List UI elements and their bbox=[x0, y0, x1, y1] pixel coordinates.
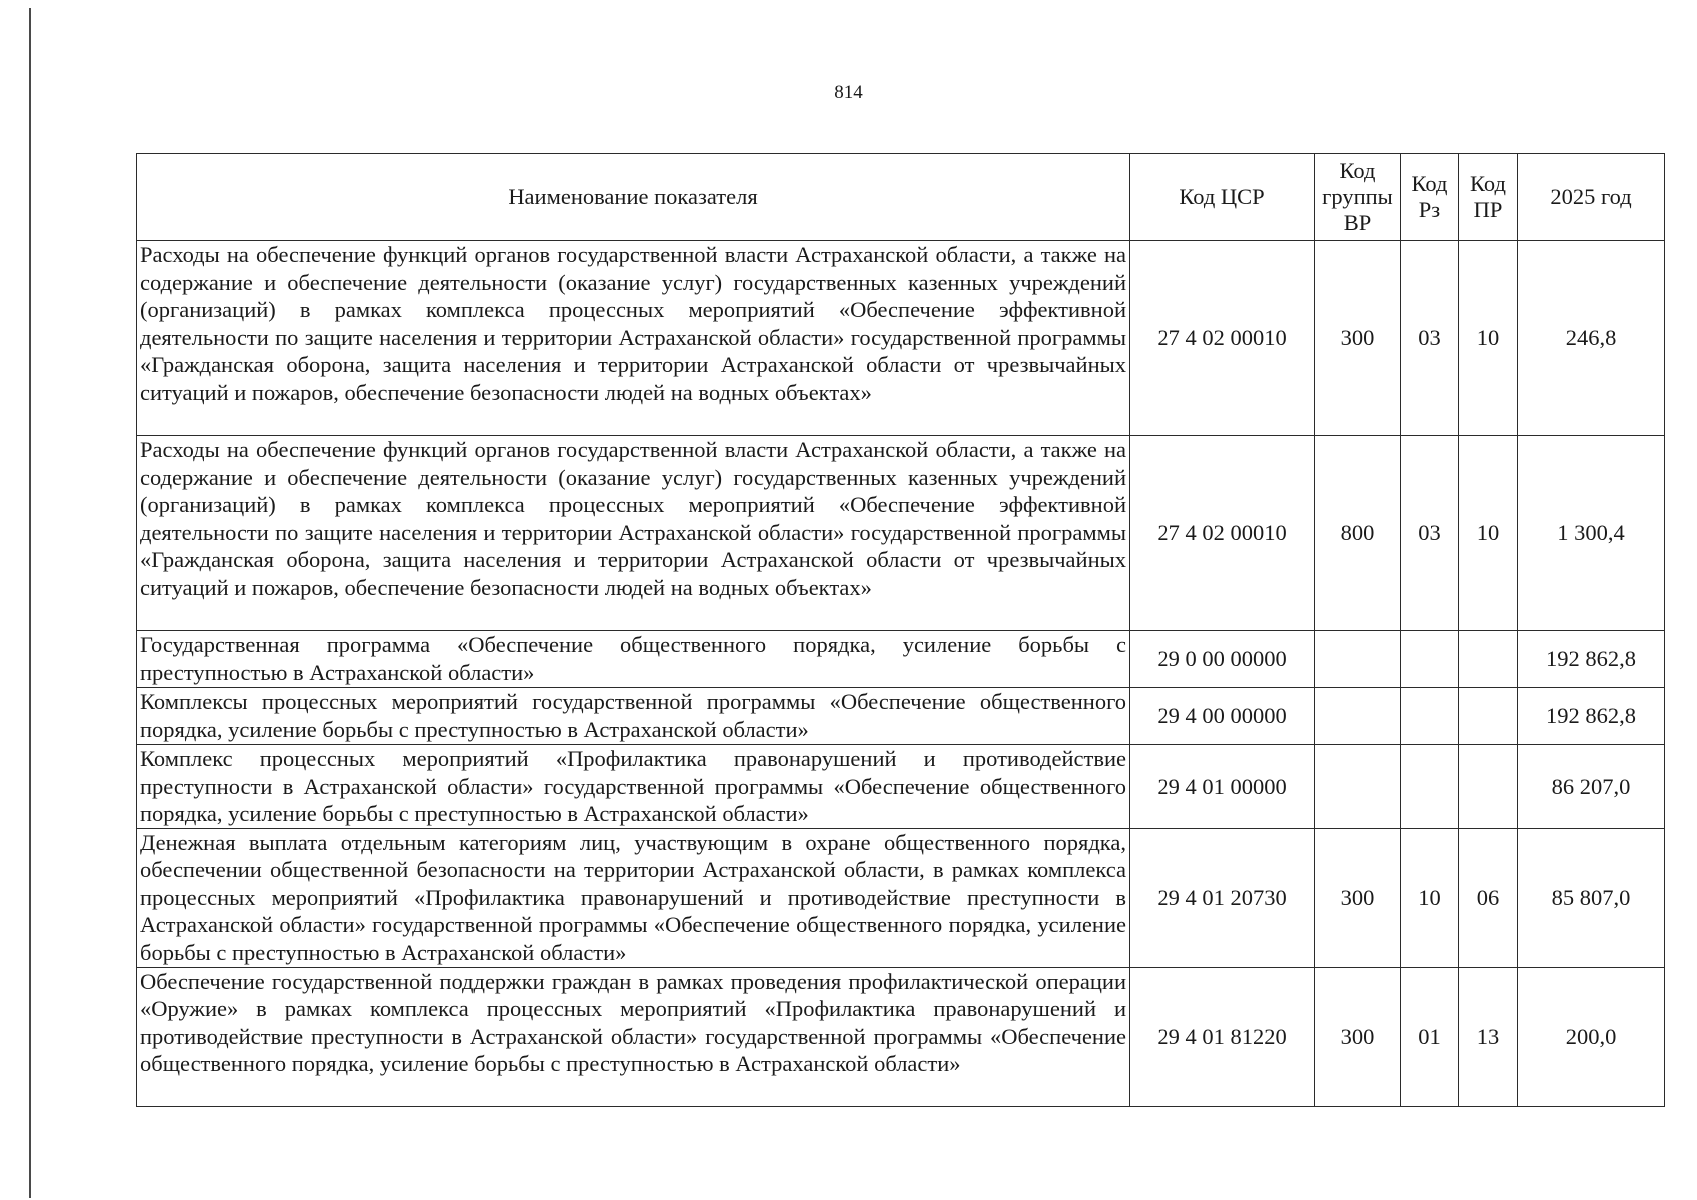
row-rz bbox=[1401, 688, 1459, 745]
row-csr: 29 4 01 20730 bbox=[1130, 828, 1315, 967]
table-row bbox=[137, 436, 1665, 631]
header-name: Наименование показателя bbox=[137, 154, 1130, 241]
row-rz bbox=[1401, 631, 1459, 688]
table-row bbox=[137, 688, 1665, 745]
row-rz: 10 bbox=[1401, 828, 1459, 967]
table-row bbox=[137, 967, 1665, 1106]
header-rz: Код Рз bbox=[1401, 154, 1459, 241]
row-vr: 300 bbox=[1315, 241, 1401, 436]
row-pr: 10 bbox=[1459, 436, 1518, 631]
row-vr bbox=[1315, 745, 1401, 829]
row-name: Расходы на обеспечение функций органов государственной власти Астраханской области, а также на содержание и обеспечение деятельности (оказание услуг) государственных казенных учреждений (организаций) в рамках комплекса процессных мероприятий «Обеспечение эффективной деятельности по защите населения и территории Астраханской области» государственной программы «Гражданская оборона, защита населения и территории Астраханской области от чрезвычайных ситуаций и пожаров, обеспечение безопасности людей на водных объектах» bbox=[137, 436, 1130, 631]
row-name: Комплексы процессных мероприятий государственной программы «Обеспечение общественного порядка, усиление борьбы с преступностью в Астраханской области» bbox=[137, 688, 1130, 745]
row-csr: 29 4 01 81220 bbox=[1130, 967, 1315, 1106]
binding-margin-line bbox=[29, 8, 31, 1198]
row-csr: 29 0 00 00000 bbox=[1130, 631, 1315, 688]
table-header-row bbox=[137, 154, 1665, 241]
row-pr: 13 bbox=[1459, 967, 1518, 1106]
table-row bbox=[137, 631, 1665, 688]
header-pr: Код ПР bbox=[1459, 154, 1518, 241]
header-csr: Код ЦСР bbox=[1130, 154, 1315, 241]
row-pr: 10 bbox=[1459, 241, 1518, 436]
row-name: Государственная программа «Обеспечение общественного порядка, усиление борьбы с преступностью в Астраханской области» bbox=[137, 631, 1130, 688]
row-rz: 03 bbox=[1401, 241, 1459, 436]
row-pr bbox=[1459, 631, 1518, 688]
row-vr bbox=[1315, 688, 1401, 745]
row-csr: 29 4 01 00000 bbox=[1130, 745, 1315, 829]
row-pr: 06 bbox=[1459, 828, 1518, 967]
row-rz: 03 bbox=[1401, 436, 1459, 631]
row-amount: 192 862,8 bbox=[1518, 688, 1665, 745]
row-name: Комплекс процессных мероприятий «Профилактика правонарушений и противодействие преступности в Астраханской области» государственной программы «Обеспечение общественного порядка, усиление борьбы с преступностью в Астраханской области» bbox=[137, 745, 1130, 829]
row-vr: 300 bbox=[1315, 828, 1401, 967]
row-amount: 200,0 bbox=[1518, 967, 1665, 1106]
row-amount: 246,8 bbox=[1518, 241, 1665, 436]
page-number: 814 bbox=[834, 82, 863, 103]
row-pr bbox=[1459, 745, 1518, 829]
table-row bbox=[137, 241, 1665, 436]
row-name: Расходы на обеспечение функций органов государственной власти Астраханской области, а также на содержание и обеспечение деятельности (оказание услуг) государственных казенных учреждений (организаций) в рамках комплекса процессных мероприятий «Обеспечение эффективной деятельности по защите населения и территории Астраханской области» государственной программы «Гражданская оборона, защита населения и территории Астраханской области от чрезвычайных ситуаций и пожаров, обеспечение безопасности людей на водных объектах» bbox=[137, 241, 1130, 436]
row-vr: 300 bbox=[1315, 967, 1401, 1106]
row-rz: 01 bbox=[1401, 967, 1459, 1106]
row-rz bbox=[1401, 745, 1459, 829]
row-amount: 1 300,4 bbox=[1518, 436, 1665, 631]
table-row bbox=[137, 828, 1665, 967]
row-amount: 86 207,0 bbox=[1518, 745, 1665, 829]
row-csr: 27 4 02 00010 bbox=[1130, 241, 1315, 436]
row-csr: 29 4 00 00000 bbox=[1130, 688, 1315, 745]
budget-table bbox=[136, 153, 1665, 1107]
header-vr: Код группы ВР bbox=[1315, 154, 1401, 241]
row-vr: 800 bbox=[1315, 436, 1401, 631]
row-name: Обеспечение государственной поддержки граждан в рамках проведения профилактической операции «Оружие» в рамках комплекса процессных мероприятий «Профилактика правонарушений и противодействие преступности в Астраханской области» государственной программы «Обеспечение общественного порядка, усиление борьбы с преступностью в Астраханской области» bbox=[137, 967, 1130, 1106]
table-row bbox=[137, 745, 1665, 829]
header-year: 2025 год bbox=[1518, 154, 1665, 241]
row-vr bbox=[1315, 631, 1401, 688]
row-amount: 85 807,0 bbox=[1518, 828, 1665, 967]
row-amount: 192 862,8 bbox=[1518, 631, 1665, 688]
row-name: Денежная выплата отдельным категориям лиц, участвующим в охране общественного порядка, обеспечении общественной безопасности на территории Астраханской области, в рамках комплекса процессных мероприятий «Профилактика правонарушений и противодействие преступности в Астраханской области» государственной программы «Обеспечение общественного порядка, усиление борьбы с преступностью в Астраханской области» bbox=[137, 828, 1130, 967]
row-csr: 27 4 02 00010 bbox=[1130, 436, 1315, 631]
row-pr bbox=[1459, 688, 1518, 745]
